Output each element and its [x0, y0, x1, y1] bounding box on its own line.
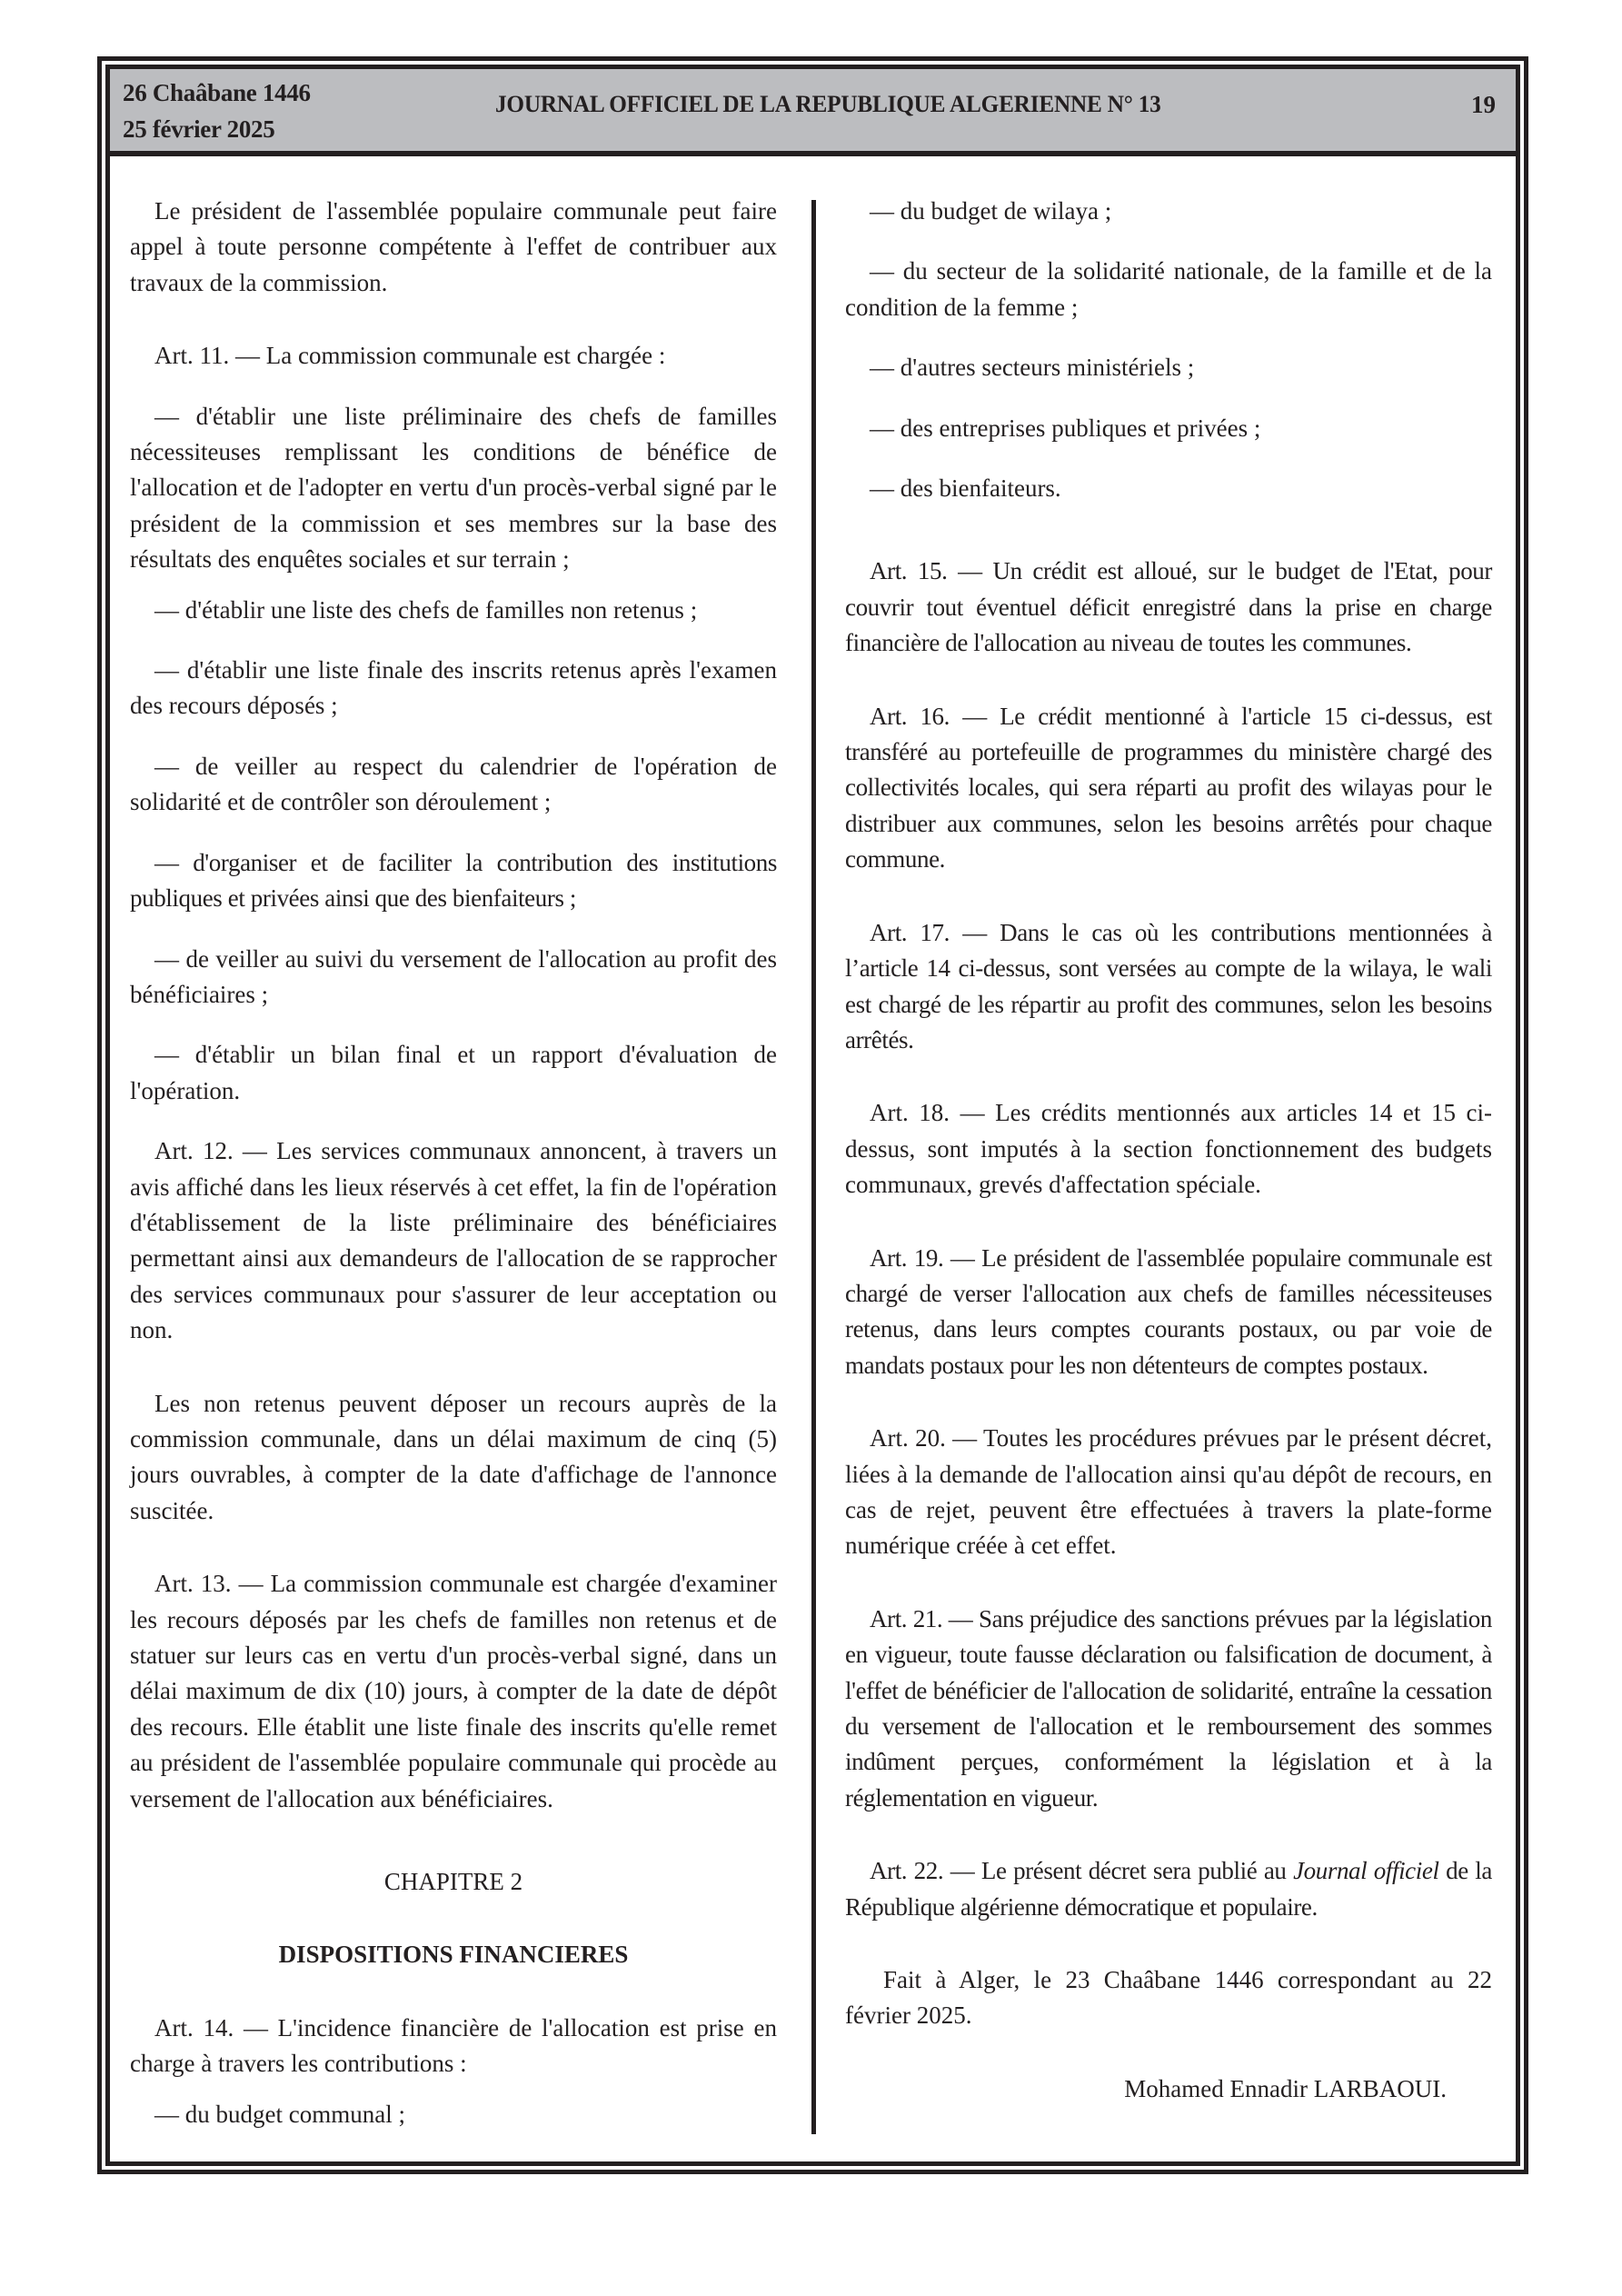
- article-18: Art. 18. — Les crédits mentionnés aux articles 14 et 15 ci-dessus, sont imputés à la section fonctionnement des budgets communaux, grevés d'affectation spéciale.: [845, 1099, 1492, 1199]
- article-11-item: — d'établir une liste préliminaire des chefs de familles nécessiteuses remplissant les conditions de bénéfice de l'allocation et de l'adopter en vertu d'un procès-verbal signé par le président de la commission et ses membres sur la base des résultats des enquêtes sociales et sur terrain ;: [130, 402, 777, 574]
- article-14-item: — des bienfaiteurs.: [870, 474, 1061, 503]
- gregorian-date: 25 février 2025: [123, 115, 275, 143]
- article-12-appeal: Les non retenus peuvent déposer un recours auprès de la commission communale, dans un délai maximum de cinq (5) jours ouvrables, à compter de la date d'affichage de l'annonce suscitée.: [130, 1389, 777, 1524]
- article-11-item: — de veiller au suivi du versement de l'allocation au profit des bénéficiaires ;: [130, 944, 777, 1008]
- article-14-item: — du secteur de la solidarité nationale, de la famille et de la condition de la femme ;: [845, 257, 1492, 321]
- page-number: 19: [1471, 91, 1496, 118]
- article-11-title: Art. 11. — La commission communale est chargée :: [154, 342, 666, 370]
- article-11-item: — d'établir un bilan final et un rapport d'évaluation de l'opération.: [130, 1041, 777, 1104]
- article-11-item: — d'établir une liste des chefs de familles non retenus ;: [154, 595, 698, 624]
- article-11-item: — d'établir une liste finale des inscrits retenus après l'examen des recours déposés ;: [130, 656, 777, 720]
- chapter-title: DISPOSITIONS FINANCIERES: [278, 1941, 629, 1969]
- article-11-item: — d'organiser et de faciliter la contribution des institutions publiques et privées ainsi que des bienfaiteurs ;: [130, 848, 777, 913]
- article-22-text: Art. 22. — Le présent décret sera publié au: [870, 1857, 1294, 1885]
- hijri-date: 26 Chaâbane 1446: [123, 79, 311, 106]
- journal-officiel-italic: Journal officiel: [1293, 1857, 1439, 1885]
- article-19: Art. 19. — Le président de l'assemblée populaire communale est chargé de verser l'allocation aux chefs de familles nécessiteuses retenus, dans leurs comptes courants postaux, ou par voie de mandats postaux pour les non détenteurs de comptes postaux.: [845, 1243, 1492, 1379]
- chapter-number: CHAPITRE 2: [383, 1868, 523, 1896]
- journal-header: [110, 69, 1516, 156]
- article-14-item: — du budget de wilaya ;: [870, 197, 1112, 225]
- article-12: Art. 12. — Les services communaux annoncent, à travers un avis affiché dans les lieux réservés à cet effet, la fin de l'opération d'établissement de la liste préliminaire des bénéficiaires permettant ainsi aux demandeurs de l'allocation de se rapprocher des services communaux pour s'assurer de leur acceptation ou non.: [130, 1137, 777, 1344]
- paragraph-commission-experts: Le président de l'assemblée populaire communale peut faire appel à toute personne compétente à l'effet de contribuer aux travaux de la commission.: [130, 197, 777, 296]
- journal-title: JOURNAL OFFICIEL DE LA REPUBLIQUE ALGERIENNE N° 13: [495, 91, 1161, 117]
- article-14-item: — d'autres secteurs ministériels ;: [870, 354, 1195, 382]
- right-column: [845, 194, 1492, 2107]
- article-17: Art. 17. — Dans le cas où les contributions mentionnées à l’article 14 ci-dessus, sont versées au compte de la wilaya, le wali est chargé de les répartir au profit des communes, selon les besoins arrêtés.: [845, 918, 1492, 1053]
- article-14-item: — du budget communal ;: [154, 2100, 405, 2128]
- article-22-text-end: de la République algérienne démocratique et populaire.: [845, 1857, 1492, 1921]
- article-15: Art. 15. — Un crédit est alloué, sur le budget de l'Etat, pour couvrir tout éventuel déficit enregistré dans la prise en charge financière de l'allocation au niveau de toutes les communes.: [845, 557, 1492, 657]
- article-16: Art. 16. — Le crédit mentionné à l'article 15 ci-dessus, est transféré au portefeuille de programmes du ministère chargé des collectivités locales, qui sera réparti au profit des wilayas pour le distribuer aux communes, selon les besoins arrêtés pour chaque commune.: [845, 702, 1492, 873]
- done-at-statement: Fait à Alger, le 23 Chaâbane 1446 correspondant au 22 février 2025.: [845, 1966, 1492, 2030]
- article-21: Art. 21. — Sans préjudice des sanctions prévues par la législation en vigueur, toute fausse déclaration ou falsification de document, à l'effet de bénéficier de l'allocation de solidarité, entraîne la cessation du versement de l'allocation et le remboursement des sommes indûment perçues, conformément la législation et à la réglementation en vigueur.: [845, 1604, 1492, 1812]
- article-11-item: — de veiller au respect du calendrier de l'opération de solidarité et de contrôler son déroulement ;: [130, 752, 777, 816]
- header-dates: [123, 75, 311, 147]
- article-22: [845, 1853, 1492, 1925]
- signature: Mohamed Ennadir LARBAOUI.: [1124, 2074, 1447, 2102]
- article-14-item: — des entreprises publiques et privées ;: [870, 414, 1261, 442]
- left-column: [130, 194, 777, 2132]
- article-14: Art. 14. — L'incidence financière de l'allocation est prise en charge à travers les contributions :: [130, 2013, 777, 2078]
- article-13: Art. 13. — La commission communale est chargée d'examiner les recours déposés par les chefs de familles non retenus et de statuer sur leurs cas en vertu d'un procès-verbal signé, dans un délai maximum de dix (10) jours, à compter de la date de dépôt des recours. Elle établit une liste finale des inscrits qu'elle remet au président de l'assemblée populaire communale qui procède au versement de l'allocation aux bénéficiaires.: [130, 1570, 777, 1812]
- article-20: Art. 20. — Toutes les procédures prévues par le présent décret, liées à la demande de l'allocation ainsi qu'au dépôt de recours, en cas de rejet, peuvent être effectuées à travers la plate-forme numérique créée à cet effet.: [845, 1424, 1492, 1560]
- column-divider: [811, 200, 816, 2134]
